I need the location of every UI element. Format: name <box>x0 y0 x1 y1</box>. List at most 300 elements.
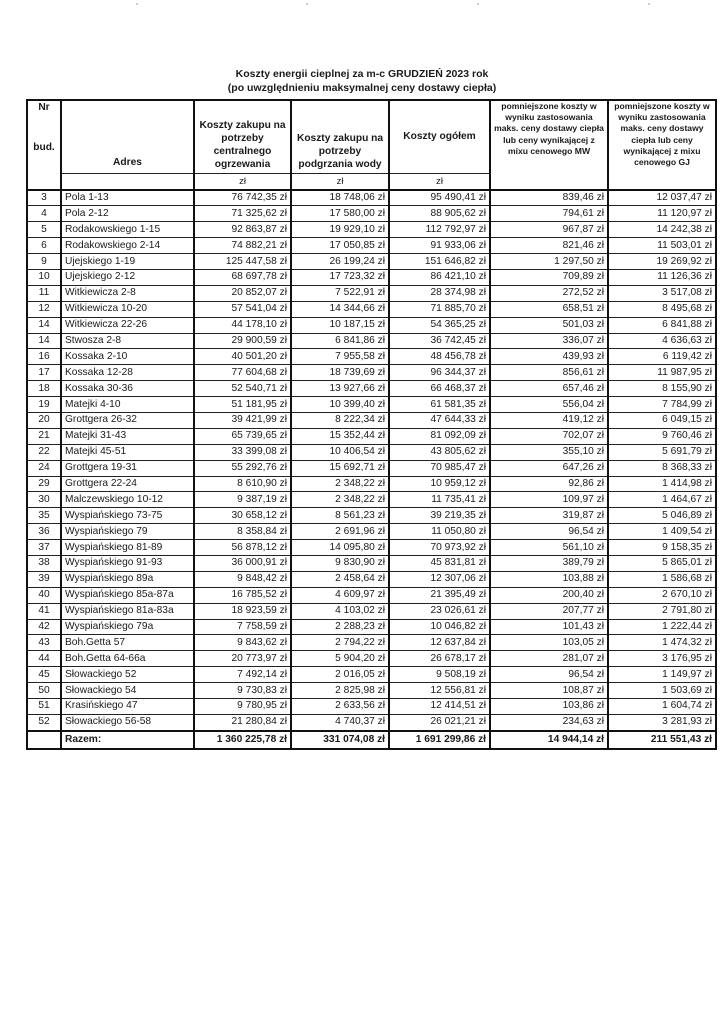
cell-building-number: 29 <box>27 476 61 492</box>
cell-cwu-cost: 2 348,22 zł <box>291 476 389 492</box>
cell-building-number: 4 <box>27 206 61 222</box>
cell-mw-reduction: 272,52 zł <box>490 285 608 301</box>
cell-total-cost: 12 637,84 zł <box>389 635 490 651</box>
cell-cwu-cost: 17 050,85 zł <box>291 238 389 254</box>
cell-gj-reduction: 8 368,33 zł <box>608 460 716 476</box>
cell-building-number: 19 <box>27 397 61 413</box>
cell-address: Słowackiego 52 <box>61 667 194 683</box>
header-total-cost: Koszty ogółem <box>389 100 490 173</box>
cell-gj-reduction: 5 046,89 zł <box>608 508 716 524</box>
unit-ogolem: zł <box>389 173 490 190</box>
cell-mw-reduction: 319,87 zł <box>490 508 608 524</box>
cell-co-cost: 9 387,19 zł <box>194 492 291 508</box>
cell-cwu-cost: 7 955,58 zł <box>291 349 389 365</box>
cell-co-cost: 68 697,78 zł <box>194 269 291 285</box>
cell-cwu-cost: 2 633,56 zł <box>291 699 389 715</box>
cell-gj-reduction: 1 503,69 zł <box>608 683 716 699</box>
total-nr <box>27 731 61 749</box>
cell-total-cost: 10 959,12 zł <box>389 476 490 492</box>
cell-mw-reduction: 657,46 zł <box>490 381 608 397</box>
document-title <box>0 67 724 95</box>
cell-building-number: 22 <box>27 444 61 460</box>
cell-co-cost: 74 882,21 zł <box>194 238 291 254</box>
total-row <box>27 731 716 749</box>
cell-building-number: 9 <box>27 254 61 270</box>
cell-building-number: 10 <box>27 269 61 285</box>
cell-gj-reduction: 11 503,01 zł <box>608 238 716 254</box>
cell-co-cost: 56 878,12 zł <box>194 540 291 556</box>
cell-total-cost: 47 644,33 zł <box>389 412 490 428</box>
cell-building-number: 6 <box>27 238 61 254</box>
cell-address: Witkiewicza 2-8 <box>61 285 194 301</box>
table-row <box>27 349 716 365</box>
cell-address: Wyspiańskiego 81a-83a <box>61 603 194 619</box>
cell-gj-reduction: 8 495,68 zł <box>608 301 716 317</box>
cell-gj-reduction: 5 865,01 zł <box>608 555 716 571</box>
cell-address: Boh.Getta 57 <box>61 635 194 651</box>
cell-total-cost: 70 985,47 zł <box>389 460 490 476</box>
cell-gj-reduction: 1 222,44 zł <box>608 619 716 635</box>
cell-building-number: 40 <box>27 587 61 603</box>
cell-address: Kossaka 30-36 <box>61 381 194 397</box>
cell-mw-reduction: 108,87 zł <box>490 683 608 699</box>
cell-building-number: 36 <box>27 524 61 540</box>
cell-building-number: 16 <box>27 349 61 365</box>
cell-mw-reduction: 281,07 zł <box>490 651 608 667</box>
cell-address: Rodakowskiego 1-15 <box>61 222 194 238</box>
cell-gj-reduction: 1 474,32 zł <box>608 635 716 651</box>
cell-co-cost: 55 292,76 zł <box>194 460 291 476</box>
cell-total-cost: 54 365,25 zł <box>389 317 490 333</box>
cell-building-number: 50 <box>27 683 61 699</box>
cell-mw-reduction: 647,26 zł <box>490 460 608 476</box>
table-row <box>27 222 716 238</box>
cell-address: Wyspiańskiego 73-75 <box>61 508 194 524</box>
cell-address: Wyspiańskiego 79a <box>61 619 194 635</box>
cell-building-number: 39 <box>27 571 61 587</box>
cell-address: Witkiewicza 22-26 <box>61 317 194 333</box>
cell-mw-reduction: 709,89 zł <box>490 269 608 285</box>
heat-cost-table <box>26 99 717 750</box>
cell-gj-reduction: 2 791,80 zł <box>608 603 716 619</box>
cell-cwu-cost: 2 458,64 zł <box>291 571 389 587</box>
total-ogolem: 1 691 299,86 zł <box>389 731 490 749</box>
cell-cwu-cost: 18 739,69 zł <box>291 365 389 381</box>
cell-cwu-cost: 10 187,15 zł <box>291 317 389 333</box>
cell-cwu-cost: 8 222,34 zł <box>291 412 389 428</box>
cell-co-cost: 65 739,65 zł <box>194 428 291 444</box>
total-cwu: 331 074,08 zł <box>291 731 389 749</box>
cell-total-cost: 91 933,06 zł <box>389 238 490 254</box>
cell-cwu-cost: 13 927,66 zł <box>291 381 389 397</box>
header-adres: Adres <box>61 100 194 173</box>
cell-building-number: 17 <box>27 365 61 381</box>
title-line-2: (po uwzględnieniu maksymalnej ceny dostawy ciepła) <box>227 82 497 94</box>
scan-artifact <box>477 3 479 5</box>
cell-address: Słowackiego 56-58 <box>61 714 194 730</box>
cell-gj-reduction: 19 269,92 zł <box>608 254 716 270</box>
cell-gj-reduction: 1 409,54 zł <box>608 524 716 540</box>
cell-building-number: 11 <box>27 285 61 301</box>
cell-address: Pola 1-13 <box>61 190 194 206</box>
cell-gj-reduction: 5 691,79 zł <box>608 444 716 460</box>
cell-address: Wyspiańskiego 85a-87a <box>61 587 194 603</box>
total-label: Razem: <box>61 731 194 749</box>
cell-gj-reduction: 7 784,99 zł <box>608 397 716 413</box>
total-gj: 211 551,43 zł <box>608 731 716 749</box>
header-cwu-cost: Koszty zakupu na potrzeby podgrzania wody <box>291 100 389 173</box>
table-row <box>27 651 716 667</box>
cell-mw-reduction: 355,10 zł <box>490 444 608 460</box>
cell-building-number: 37 <box>27 540 61 556</box>
cell-address: Grottgera 22-24 <box>61 476 194 492</box>
cell-co-cost: 9 843,62 zł <box>194 635 291 651</box>
cell-building-number: 5 <box>27 222 61 238</box>
cell-co-cost: 18 923,59 zł <box>194 603 291 619</box>
cell-cwu-cost: 2 794,22 zł <box>291 635 389 651</box>
cell-gj-reduction: 6 119,42 zł <box>608 349 716 365</box>
cell-cwu-cost: 9 830,90 zł <box>291 555 389 571</box>
cell-co-cost: 29 900,59 zł <box>194 333 291 349</box>
cell-gj-reduction: 11 120,97 zł <box>608 206 716 222</box>
cell-building-number: 21 <box>27 428 61 444</box>
cell-total-cost: 88 905,62 zł <box>389 206 490 222</box>
cell-mw-reduction: 794,61 zł <box>490 206 608 222</box>
cell-total-cost: 26 021,21 zł <box>389 714 490 730</box>
cell-total-cost: 28 374,98 zł <box>389 285 490 301</box>
cell-cwu-cost: 7 522,91 zł <box>291 285 389 301</box>
cell-cwu-cost: 18 748,06 zł <box>291 190 389 206</box>
cell-cwu-cost: 5 904,20 zł <box>291 651 389 667</box>
cell-cwu-cost: 17 723,32 zł <box>291 269 389 285</box>
cell-co-cost: 71 325,62 zł <box>194 206 291 222</box>
cell-total-cost: 71 885,70 zł <box>389 301 490 317</box>
table-row <box>27 540 716 556</box>
cell-total-cost: 12 414,51 zł <box>389 699 490 715</box>
table-row <box>27 381 716 397</box>
table-row <box>27 460 716 476</box>
cell-total-cost: 61 581,35 zł <box>389 397 490 413</box>
cell-building-number: 30 <box>27 492 61 508</box>
cell-cwu-cost: 10 399,40 zł <box>291 397 389 413</box>
cell-mw-reduction: 556,04 zł <box>490 397 608 413</box>
table-row <box>27 428 716 444</box>
cell-address: Matejki 31-43 <box>61 428 194 444</box>
cell-gj-reduction: 8 155,90 zł <box>608 381 716 397</box>
total-mw: 14 944,14 zł <box>490 731 608 749</box>
cell-total-cost: 112 792,97 zł <box>389 222 490 238</box>
cell-total-cost: 81 092,09 zł <box>389 428 490 444</box>
cell-cwu-cost: 4 103,02 zł <box>291 603 389 619</box>
cell-total-cost: 11 050,80 zł <box>389 524 490 540</box>
total-co: 1 360 225,78 zł <box>194 731 291 749</box>
cell-gj-reduction: 11 987,95 zł <box>608 365 716 381</box>
cell-co-cost: 9 848,42 zł <box>194 571 291 587</box>
cell-mw-reduction: 109,97 zł <box>490 492 608 508</box>
table-row <box>27 492 716 508</box>
cell-address: Matejki 4-10 <box>61 397 194 413</box>
cell-gj-reduction: 1 604,74 zł <box>608 699 716 715</box>
table-row <box>27 238 716 254</box>
cell-mw-reduction: 101,43 zł <box>490 619 608 635</box>
cell-address: Słowackiego 54 <box>61 683 194 699</box>
cell-co-cost: 44 178,10 zł <box>194 317 291 333</box>
cell-co-cost: 57 541,04 zł <box>194 301 291 317</box>
table-row <box>27 269 716 285</box>
table-row <box>27 683 716 699</box>
cell-total-cost: 23 026,61 zł <box>389 603 490 619</box>
cell-address: Kossaka 12-28 <box>61 365 194 381</box>
cell-mw-reduction: 389,79 zł <box>490 555 608 571</box>
table-row <box>27 365 716 381</box>
header-row <box>27 100 716 173</box>
table-row <box>27 206 716 222</box>
cell-total-cost: 11 735,41 zł <box>389 492 490 508</box>
table-row <box>27 587 716 603</box>
cell-co-cost: 21 280,84 zł <box>194 714 291 730</box>
cell-gj-reduction: 11 126,36 zł <box>608 269 716 285</box>
header-nr-bottom: bud. <box>33 142 55 153</box>
cell-building-number: 52 <box>27 714 61 730</box>
cell-total-cost: 70 973,92 zł <box>389 540 490 556</box>
header-co-cost: Koszty zakupu na potrzeby centralnego ogrzewania <box>194 100 291 173</box>
cell-total-cost: 86 421,10 zł <box>389 269 490 285</box>
cell-co-cost: 16 785,52 zł <box>194 587 291 603</box>
cell-mw-reduction: 856,61 zł <box>490 365 608 381</box>
cell-gj-reduction: 1 414,98 zł <box>608 476 716 492</box>
cell-mw-reduction: 967,87 zł <box>490 222 608 238</box>
cell-co-cost: 7 758,59 zł <box>194 619 291 635</box>
cell-gj-reduction: 1 464,67 zł <box>608 492 716 508</box>
table-row <box>27 301 716 317</box>
cell-cwu-cost: 10 406,54 zł <box>291 444 389 460</box>
cell-mw-reduction: 658,51 zł <box>490 301 608 317</box>
unit-adres <box>61 173 194 190</box>
cell-co-cost: 9 780,95 zł <box>194 699 291 715</box>
header-mw-reduction: pomniejszone koszty w wyniku zastosowania maks. ceny dostawy ciepła lub ceny wynikającej z mixu cenowego MW <box>490 100 608 190</box>
table-row <box>27 619 716 635</box>
header-gj-reduction: pomniejszone koszty w wyniku zastosowania maks. ceny dostawy ciepła lub ceny wynikającej z mixu cenowego GJ <box>608 100 716 190</box>
cell-co-cost: 33 399,08 zł <box>194 444 291 460</box>
cell-co-cost: 125 447,58 zł <box>194 254 291 270</box>
cell-cwu-cost: 14 344,66 zł <box>291 301 389 317</box>
cell-gj-reduction: 3 176,95 zł <box>608 651 716 667</box>
cell-address: Stwosza 2-8 <box>61 333 194 349</box>
table-row <box>27 333 716 349</box>
cell-mw-reduction: 501,03 zł <box>490 317 608 333</box>
cell-total-cost: 96 344,37 zł <box>389 365 490 381</box>
title-line-1: Koszty energii cieplnej za m-c GRUDZIEŃ 2023 rok <box>235 68 489 80</box>
cell-gj-reduction: 9 158,35 zł <box>608 540 716 556</box>
scan-artifact <box>306 3 308 5</box>
cell-mw-reduction: 103,88 zł <box>490 571 608 587</box>
cell-gj-reduction: 1 586,68 zł <box>608 571 716 587</box>
cell-co-cost: 76 742,35 zł <box>194 190 291 206</box>
cell-gj-reduction: 14 242,38 zł <box>608 222 716 238</box>
table-row <box>27 508 716 524</box>
cell-gj-reduction: 6 049,15 zł <box>608 412 716 428</box>
table-row <box>27 667 716 683</box>
cell-total-cost: 45 831,81 zł <box>389 555 490 571</box>
cell-address: Ujejskiego 2-12 <box>61 269 194 285</box>
cell-total-cost: 36 742,45 zł <box>389 333 490 349</box>
cell-cwu-cost: 26 199,24 zł <box>291 254 389 270</box>
table-row <box>27 571 716 587</box>
cell-building-number: 20 <box>27 412 61 428</box>
cell-building-number: 51 <box>27 699 61 715</box>
cell-building-number: 3 <box>27 190 61 206</box>
cell-address: Boh.Getta 64-66a <box>61 651 194 667</box>
cell-gj-reduction: 9 760,46 zł <box>608 428 716 444</box>
table-row <box>27 699 716 715</box>
scan-artifact <box>136 3 138 5</box>
table-row <box>27 190 716 206</box>
cell-cwu-cost: 2 016,05 zł <box>291 667 389 683</box>
cell-building-number: 14 <box>27 333 61 349</box>
scan-artifact <box>648 3 650 5</box>
table-row <box>27 603 716 619</box>
cell-mw-reduction: 821,46 zł <box>490 238 608 254</box>
cell-mw-reduction: 419,12 zł <box>490 412 608 428</box>
cell-co-cost: 39 421,99 zł <box>194 412 291 428</box>
cell-co-cost: 77 604,68 zł <box>194 365 291 381</box>
cell-co-cost: 52 540,71 zł <box>194 381 291 397</box>
cell-gj-reduction: 6 841,88 zł <box>608 317 716 333</box>
cell-total-cost: 48 456,78 zł <box>389 349 490 365</box>
cell-gj-reduction: 1 149,97 zł <box>608 667 716 683</box>
cell-mw-reduction: 200,40 zł <box>490 587 608 603</box>
cell-building-number: 38 <box>27 555 61 571</box>
cell-mw-reduction: 439,93 zł <box>490 349 608 365</box>
cell-address: Matejki 45-51 <box>61 444 194 460</box>
cell-cwu-cost: 15 352,44 zł <box>291 428 389 444</box>
cell-mw-reduction: 207,77 zł <box>490 603 608 619</box>
cell-address: Pola 2-12 <box>61 206 194 222</box>
cell-total-cost: 95 490,41 zł <box>389 190 490 206</box>
header-nr-top: Nr <box>38 102 50 113</box>
table-row <box>27 714 716 730</box>
cell-mw-reduction: 96,54 zł <box>490 667 608 683</box>
header-nr <box>27 100 61 190</box>
cell-cwu-cost: 2 288,23 zł <box>291 619 389 635</box>
cell-gj-reduction: 3 281,93 zł <box>608 714 716 730</box>
cell-address: Witkiewicza 10-20 <box>61 301 194 317</box>
table-body <box>27 190 716 731</box>
table-row <box>27 444 716 460</box>
cell-cwu-cost: 2 348,22 zł <box>291 492 389 508</box>
cell-total-cost: 43 805,62 zł <box>389 444 490 460</box>
cell-mw-reduction: 702,07 zł <box>490 428 608 444</box>
cell-mw-reduction: 96,54 zł <box>490 524 608 540</box>
cell-total-cost: 151 646,82 zł <box>389 254 490 270</box>
table-row <box>27 285 716 301</box>
table-row <box>27 635 716 651</box>
table-row <box>27 397 716 413</box>
cell-total-cost: 21 395,49 zł <box>389 587 490 603</box>
cell-co-cost: 30 658,12 zł <box>194 508 291 524</box>
cell-mw-reduction: 92,86 zł <box>490 476 608 492</box>
cell-cwu-cost: 15 692,71 zł <box>291 460 389 476</box>
cell-cwu-cost: 19 929,10 zł <box>291 222 389 238</box>
cell-total-cost: 39 219,35 zł <box>389 508 490 524</box>
cell-address: Rodakowskiego 2-14 <box>61 238 194 254</box>
cell-mw-reduction: 839,46 zł <box>490 190 608 206</box>
cell-mw-reduction: 1 297,50 zł <box>490 254 608 270</box>
cell-gj-reduction: 3 517,08 zł <box>608 285 716 301</box>
table-row <box>27 254 716 270</box>
cell-cwu-cost: 17 580,00 zł <box>291 206 389 222</box>
cell-building-number: 24 <box>27 460 61 476</box>
cell-address: Wyspiańskiego 89a <box>61 571 194 587</box>
cell-co-cost: 7 492,14 zł <box>194 667 291 683</box>
cell-building-number: 44 <box>27 651 61 667</box>
table-row <box>27 412 716 428</box>
unit-cwu: zł <box>291 173 389 190</box>
table-row <box>27 555 716 571</box>
cell-address: Wyspiańskiego 81-89 <box>61 540 194 556</box>
cell-co-cost: 92 863,87 zł <box>194 222 291 238</box>
cell-co-cost: 20 773,97 zł <box>194 651 291 667</box>
cell-co-cost: 51 181,95 zł <box>194 397 291 413</box>
cell-co-cost: 8 610,90 zł <box>194 476 291 492</box>
cell-total-cost: 26 678,17 zł <box>389 651 490 667</box>
cell-building-number: 35 <box>27 508 61 524</box>
cell-total-cost: 12 556,81 zł <box>389 683 490 699</box>
cell-building-number: 18 <box>27 381 61 397</box>
cell-building-number: 41 <box>27 603 61 619</box>
table-row <box>27 524 716 540</box>
cell-mw-reduction: 103,86 zł <box>490 699 608 715</box>
cell-gj-reduction: 4 636,63 zł <box>608 333 716 349</box>
cell-address: Wyspiańskiego 91-93 <box>61 555 194 571</box>
table-row <box>27 317 716 333</box>
cell-mw-reduction: 103,05 zł <box>490 635 608 651</box>
cell-building-number: 42 <box>27 619 61 635</box>
cell-address: Kossaka 2-10 <box>61 349 194 365</box>
cell-cwu-cost: 4 740,37 zł <box>291 714 389 730</box>
cell-cwu-cost: 4 609,97 zł <box>291 587 389 603</box>
cell-co-cost: 9 730,83 zł <box>194 683 291 699</box>
cell-total-cost: 10 046,82 zł <box>389 619 490 635</box>
cell-address: Ujejskiego 1-19 <box>61 254 194 270</box>
cell-building-number: 43 <box>27 635 61 651</box>
cell-address: Malczewskiego 10-12 <box>61 492 194 508</box>
cell-total-cost: 9 508,19 zł <box>389 667 490 683</box>
cell-building-number: 14 <box>27 317 61 333</box>
cell-address: Grottgera 26-32 <box>61 412 194 428</box>
cell-address: Wyspiańskiego 79 <box>61 524 194 540</box>
unit-co: zł <box>194 173 291 190</box>
cell-building-number: 45 <box>27 667 61 683</box>
cell-total-cost: 66 468,37 zł <box>389 381 490 397</box>
cell-address: Grottgera 19-31 <box>61 460 194 476</box>
cell-co-cost: 40 501,20 zł <box>194 349 291 365</box>
cell-co-cost: 20 852,07 zł <box>194 285 291 301</box>
cell-gj-reduction: 12 037,47 zł <box>608 190 716 206</box>
cell-cwu-cost: 14 095,80 zł <box>291 540 389 556</box>
cell-building-number: 12 <box>27 301 61 317</box>
cell-cwu-cost: 6 841,86 zł <box>291 333 389 349</box>
cell-cwu-cost: 8 561,23 zł <box>291 508 389 524</box>
cell-address: Krasińskiego 47 <box>61 699 194 715</box>
cell-total-cost: 12 307,06 zł <box>389 571 490 587</box>
cell-gj-reduction: 2 670,10 zł <box>608 587 716 603</box>
cell-mw-reduction: 561,10 zł <box>490 540 608 556</box>
cell-cwu-cost: 2 691,96 zł <box>291 524 389 540</box>
cell-mw-reduction: 336,07 zł <box>490 333 608 349</box>
table-row <box>27 476 716 492</box>
cell-cwu-cost: 2 825,98 zł <box>291 683 389 699</box>
